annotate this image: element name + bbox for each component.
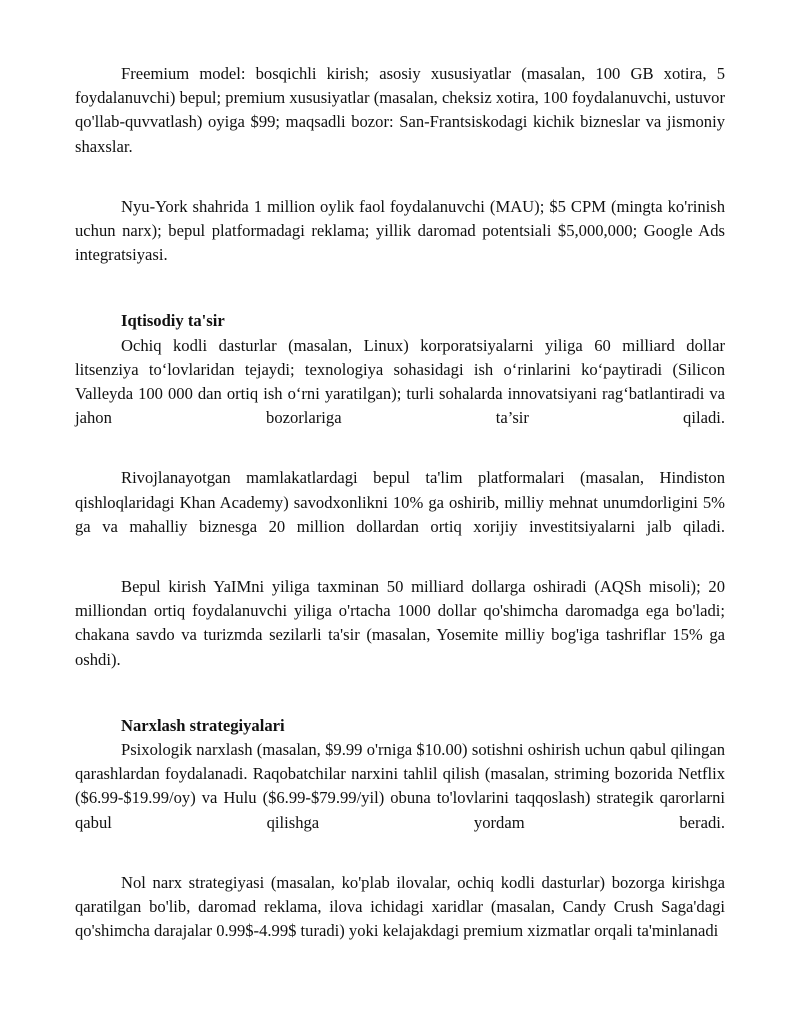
paragraph-spacer xyxy=(75,539,725,575)
paragraph-advertising: Nyu-York shahrida 1 million oylik faol foydalanuvchi (MAU); $5 CPM (mingta ko'rinish uchun narx); bepul platformadagi reklama; yillik daromad potentsiali $5,000,000; Google Ads integratsiyasi. xyxy=(75,196,725,265)
paragraph-education: Rivojlanayotgan mamlakatlardagi bepul ta'lim platformalari (masalan, Hindiston qishloqlaridagi Khan Academy) savodxonlikni 10% ga oshirib, milliy mehnat unumdorligini 5% ga va mahalliy biznesga 20 million dollardan ortiq xorijiy investitsiyalarni jalb qiladi. xyxy=(75,468,725,536)
section-spacer xyxy=(75,672,725,714)
paragraph-gdp: Bepul kirish YaIMni yiliga taxminan 50 milliard dollarga oshiradi (AQSh misoli); 20 milliondan ortiq foydalanuvchi yiliga o'rtacha 1000 dollar qo'shimcha daromadga ega bo'ladi; chakana savdo va turizmda sezilarli ta'sir (masalan, Yosemite milliy bog'iga tashriflar 15% ga oshdi). xyxy=(75,577,725,669)
paragraph-psychological-pricing: Psixologik narxlash (masalan, $9.99 o'rniga $10.00) sotishni oshirish uchun qabul qilingan qarashlardan foydalanadi. Raqobatchilar narxini tahlil qilish (masalan, striming bozorida Netflix ($6.99-$19.99/oy) va Hulu ($6.99-$79.99/yil) obuna to'lovlarini taqqoslash) strategik qarorlarni qabul qilishga yordam beradi. xyxy=(75,740,725,832)
paragraph-spacer xyxy=(75,430,725,466)
heading-pricing-strategies: Narxlash strategiyalari xyxy=(121,715,285,735)
heading-economic-impact: Iqtisodiy ta'sir xyxy=(121,311,225,331)
paragraph-spacer xyxy=(75,835,725,871)
paragraph-spacer xyxy=(75,159,725,195)
paragraph-open-source: Ochiq kodli dasturlar (masalan, Linux) korporatsiyalarni yiliga 60 milliard dollar litsenziya to‘lovlaridan tejaydi; texnologiya sohasidagi ish o‘rinlarini ko‘paytiradi (Silicon Valleyda 100 000 dan ortiq ish o‘rni yaratilgan); turli sohalarda innovatsiyani rag‘batlantiradi va jahon bozorlariga ta’sir qiladi. xyxy=(75,335,725,428)
paragraph-zero-price: Nol narx strategiyasi (masalan, ko'plab ilovalar, ochiq kodli dasturlar) bozorga kirishga qaratilgan bo'lib, daromad reklama, ilova ichidagi xaridlar (masalan, Candy Crush Saga'dagi qo'shimcha darajalar 0.99$-4.99$ turadi) yoki kelajakdagi premium xizmatlar orqali ta'minlanadi xyxy=(75,872,725,941)
paragraph-freemium: Freemium model: bosqichli kirish; asosiy xususiyatlar (masalan, 100 GB xotira, 5 foydalanuvchi) bepul; premium xususiyatlar (masalan, cheksiz xotira, 100 foydalanuvchi, ustuvor qo'llab-quvvatlash) oyiga $99; maqsadli bozor: San-Frantsiskodagi kichik bizneslar va jismoniy shaxslar. xyxy=(75,64,725,156)
section-spacer xyxy=(75,267,725,309)
